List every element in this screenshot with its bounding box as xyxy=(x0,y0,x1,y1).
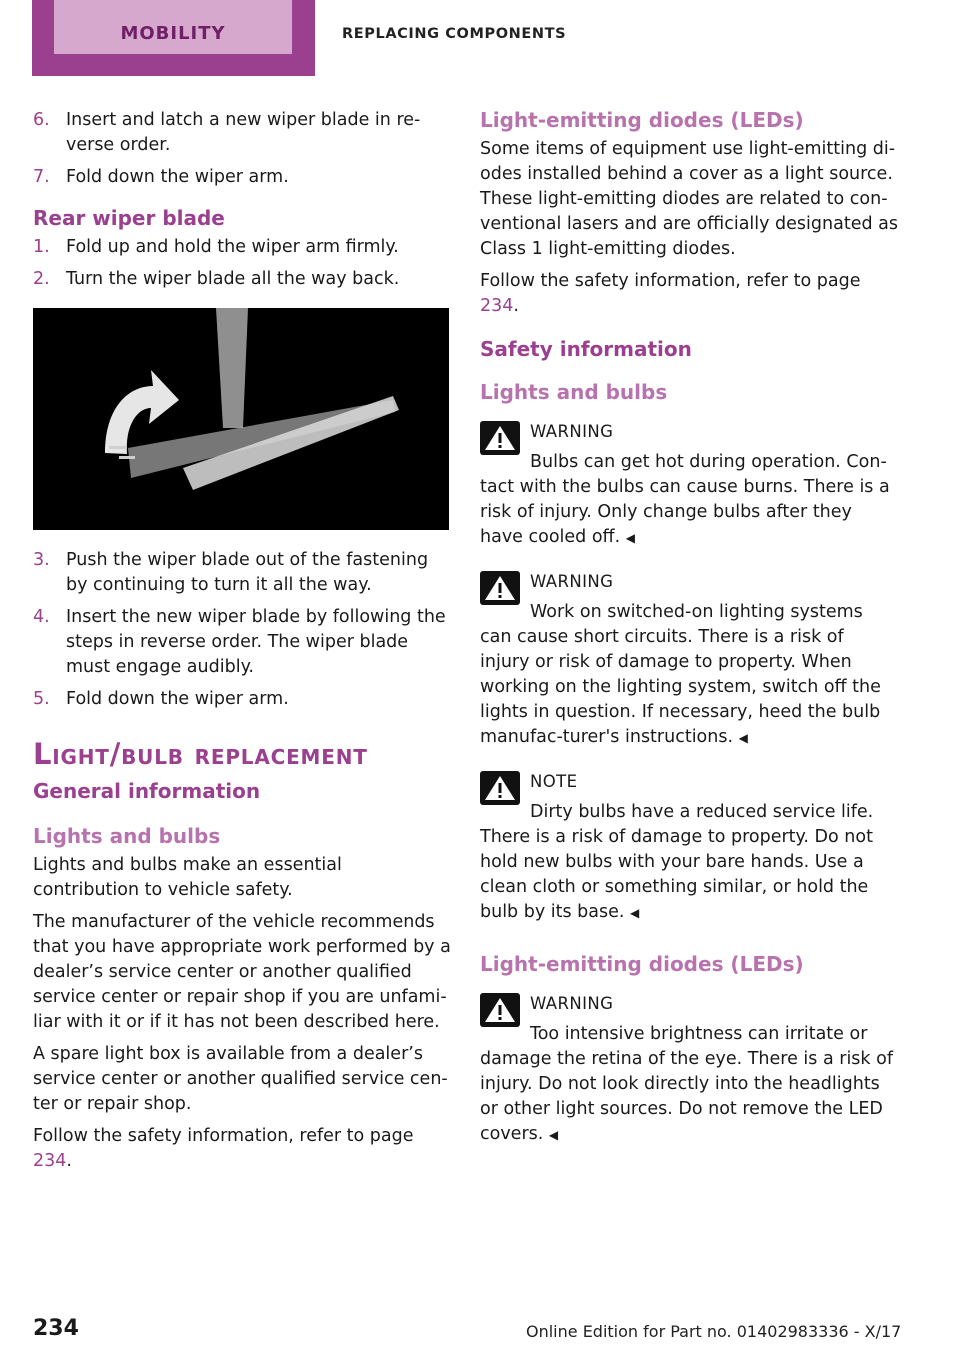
page-link[interactable]: 234 xyxy=(480,296,514,316)
warning-triangle-icon xyxy=(480,571,520,605)
warning-triangle-icon xyxy=(480,421,520,455)
list-item xyxy=(33,605,451,680)
step-number: 3. xyxy=(33,550,50,570)
warning-block xyxy=(480,569,898,751)
steps-list-c xyxy=(33,548,451,712)
reference-end: . xyxy=(513,296,519,316)
led-heading: Light-emitting diodes (LEDs) xyxy=(480,952,804,976)
paragraph: A spare light box is available from a dealer’s service center or another qualified service cen‐ter or repair shop. xyxy=(33,1044,448,1114)
end-mark-icon: ◀ xyxy=(738,731,748,745)
reference-end: . xyxy=(66,1151,72,1171)
lights-bulbs-heading: Lights and bulbs xyxy=(480,380,668,404)
list-item xyxy=(33,165,451,190)
list-item xyxy=(33,108,451,158)
lights-bulbs-heading: Lights and bulbs xyxy=(33,824,221,848)
steps-list-a xyxy=(33,108,451,190)
step-text: Push the wiper blade out of the fastening by continuing to turn it all the way. xyxy=(66,550,429,595)
note-text: There is a risk of damage to property. Do not hold new bulbs with your bare hands. Use a clean cloth or something similar, or hold the bulb by its base. ◀ xyxy=(480,827,873,922)
step-number: 6. xyxy=(33,110,50,130)
warning-triangle-icon xyxy=(480,993,520,1027)
step-text: Fold down the wiper arm. xyxy=(66,689,289,709)
note-block xyxy=(480,769,898,926)
step-text: Fold up and hold the wiper arm firmly. xyxy=(66,237,399,257)
safety-reference xyxy=(33,1124,451,1174)
end-mark-icon: ◀ xyxy=(625,531,635,545)
wiper-blade-photo xyxy=(33,308,449,530)
step-text: Fold down the wiper arm. xyxy=(66,167,289,187)
reference-text: Follow the safety information, refer to page xyxy=(33,1126,414,1146)
step-number: 1. xyxy=(33,237,50,257)
warning-label: WARNING xyxy=(530,994,614,1013)
warning-block xyxy=(480,991,898,1148)
safety-info-heading: Safety information xyxy=(480,337,692,361)
step-number: 7. xyxy=(33,167,50,187)
step-number: 2. xyxy=(33,269,50,289)
warning-text: tact with the bulbs can cause burns. There is a risk of injury. Only change bulbs after they have cooled off. ◀ xyxy=(480,477,890,547)
paragraph: The manufacturer of the vehicle recommends that you have appropriate work performed by a dealer’s service center or another qualified service center or repair shop if you are unfami‐liar with it or if it has not been described here. xyxy=(33,912,451,1032)
step-text: Insert the new wiper blade by following the steps in reverse order. The wiper blade must engage audibly. xyxy=(66,607,446,677)
page-number: 234 xyxy=(33,1316,79,1341)
warning-label: WARNING xyxy=(530,422,614,441)
note-label: NOTE xyxy=(530,772,578,791)
list-item xyxy=(33,267,451,292)
warning-first-line: Bulbs can get hot during operation. Con‐ xyxy=(530,452,887,472)
edition-footer: Online Edition for Part no. 01402983336 - X/17 xyxy=(526,1322,902,1341)
note-first-line: Dirty bulbs have a reduced service life. xyxy=(530,802,874,822)
warning-first-line: Too intensive brightness can irritate or xyxy=(530,1024,868,1044)
right-column xyxy=(480,108,898,1166)
step-number: 4. xyxy=(33,607,50,627)
steps-list-b xyxy=(33,235,451,292)
led-heading: Light-emitting diodes (LEDs) xyxy=(480,108,804,132)
left-column xyxy=(33,108,451,1181)
step-text: Insert and latch a new wiper blade in re‐verse order. xyxy=(66,110,421,155)
warning-text: can cause short circuits. There is a risk of injury or risk of damage to property. When working on the lighting system, switch off the lights in question. If necessary, heed the bulb manufac‐turer's instructions. ◀ xyxy=(480,627,881,747)
list-item xyxy=(33,687,451,712)
section-title: REPLACING COMPONENTS xyxy=(342,26,567,42)
tab-mobility[interactable]: MOBILITY xyxy=(54,0,292,54)
paragraph: Lights and bulbs make an essential contribution to vehicle safety. xyxy=(33,855,342,900)
rear-wiper-heading: Rear wiper blade xyxy=(33,206,225,230)
note-triangle-icon xyxy=(480,771,520,805)
general-info-heading: General information xyxy=(33,779,261,803)
end-mark-icon: ◀ xyxy=(548,1128,559,1142)
warning-block xyxy=(480,419,898,551)
warning-first-line: Work on switched-on lighting systems xyxy=(530,602,863,622)
warning-label: WARNING xyxy=(530,572,614,591)
reference-text: Follow the safety information, refer to page xyxy=(480,271,861,291)
end-mark-icon: ◀ xyxy=(630,906,640,920)
safety-reference xyxy=(480,269,898,319)
step-number: 5. xyxy=(33,689,50,709)
list-item xyxy=(33,548,451,598)
step-text: Turn the wiper blade all the way back. xyxy=(66,269,400,289)
main-heading: Light/bulb replacement xyxy=(33,737,368,771)
paragraph: Some items of equipment use light-emitting di‐odes installed behind a cover as a light source. These light-emitting diodes are related to con‐ventional lasers and are officially designated as Class 1 light-emitting diodes. xyxy=(480,139,898,259)
page-link[interactable]: 234 xyxy=(33,1151,67,1171)
list-item xyxy=(33,235,451,260)
warning-text: damage the retina of the eye. There is a risk of injury. Do not look directly into the headlights or other light sources. Do not remove the LED covers. ◀ xyxy=(480,1049,893,1144)
